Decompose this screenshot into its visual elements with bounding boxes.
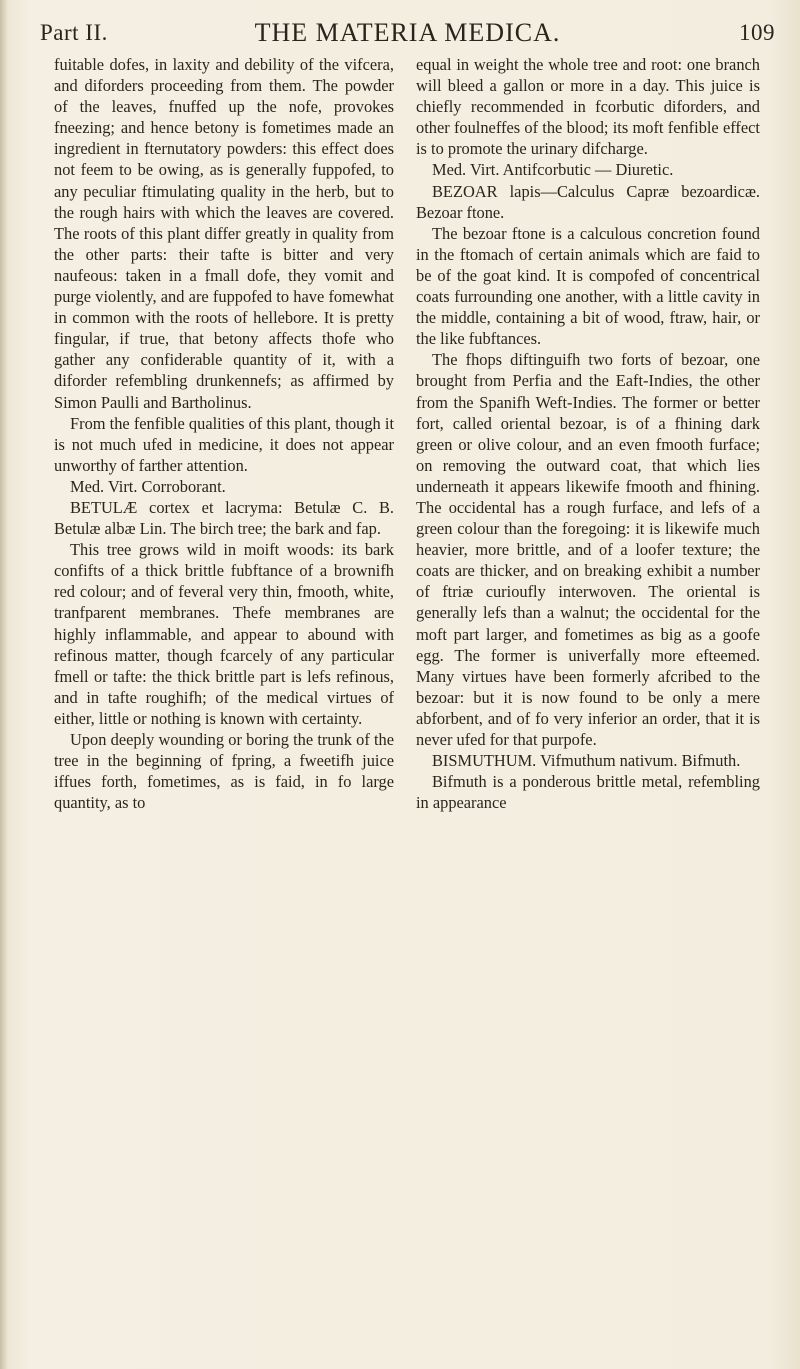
entry-head-bismuth: BISMUTHUM. Vifmuthum nativum. Bifmuth. — [432, 751, 741, 771]
paragraph-betula-sap: Upon deeply wounding or boring the trunk of the tree in the beginning of fpring, a fweetifh juice iffues forth, fometimes, as is faid, in fo large quantity, as to — [54, 730, 394, 813]
gutter-shadow — [0, 0, 8, 1369]
paragraph-betony-continued: fuitable dofes, in laxity and debility of the vifcera, and diforders proceeding from them. The powder of the leaves, fnuffed up the nofe, provokes fneezing; and hence betony is fometimes made an ingredient in fternutatory powders: this effect does not feem to be owing, as is generally fuppofed, to any peculiar ftimulating quality in the herb, but to the rough hairs with which the leaves are covered. The roots of this plant differ greatly in quality from the other parts: their tafte is bitter and very naufeous: taken in a fmall dofe, they vomit and purge violently, and are fuppofed to have fomewhat in common with the roots of hellebore. It is pretty fingular, if true, that betony affects thofe who gather any confiderable quantity of it, with a diforder refembling drunkennefs; as affirmed by Simon Paulli and Bartholinus. — [54, 55, 394, 412]
med-virt-betula: Med. Virt. Antifcorbutic — Diuretic. — [432, 160, 674, 180]
paragraph-sensible-qualities: From the fenfible qualities of this plant, though it is not much ufed in medicine, it does not appear unworthy of farther attention. — [54, 413, 394, 475]
entry-head-betula: BETULÆ cortex et lacryma: Betulæ C. B. Betulæ albæ Lin. The birch tree; the bark and fap. — [54, 497, 394, 539]
running-title: THE MATERIA MEDICA. — [254, 18, 561, 47]
page-number: 109 — [739, 20, 775, 45]
paragraph-betula-continued: equal in weight the whole tree and root: one branch will bleed a gallon or more in a day. This juice is chiefly recommended in fcorbutic diforders, and other foulneffes of the blood; its moft fenfible effect is to promote the urinary difcharge. — [416, 55, 760, 159]
paragraph-bezoar-description: The bezoar ftone is a calculous concretion found in the ftomach of certain animals which are faid to be of the goat kind. It is compofed of concentrical coats furrounding one another, with a little cavity in the middle, containing a bit of wood, ftraw, hair, or the like fubftances. — [416, 223, 760, 349]
right-column — [416, 54, 760, 813]
paragraph-bezoar-sorts: The fhops diftinguifh two forts of bezoar, one brought from Perfia and the Eaft-Indies, the other from the Spanifh Weft-Indies. The former or better fort, called oriental bezoar, is of a fhining dark green or olive colour, and an even fmooth furface; on removing the outward coat, that which lies underneath it appears likewife fmooth and fhining. The occidental has a rough furface, and lefs of a green colour than the foregoing: it is likewife much heavier, more brittle, and of a loofer texture; the coats are thicker, and on breaking exhibit a number of ftriæ curioufly interwoven. The oriental is generally lefs than a walnut; the occidental for the moft part larger, and fometimes as big as a goofe egg. The former is univerfally more efteemed. Many virtues have been formerly afcribed to the bezoar: but it is now found to be only a mere abforbent, and of fo very inferior an order, that it is never ufed for that purpofe. — [416, 350, 760, 749]
part-label: Part II. — [40, 20, 108, 45]
paragraph-bismuth-description: Bifmuth is a ponderous brittle metal, refembling in appearance — [416, 772, 760, 813]
entry-head-bezoar: BEZOAR lapis—Calculus Capræ bezoardicæ. Bezoar ftone. — [416, 181, 760, 222]
med-virt-betony: Med. Virt. Corroborant. — [70, 476, 226, 496]
paragraph-betula-description: This tree grows wild in moift woods: its bark confifts of a thick brittle fubftance of a brownifh red colour; and of feveral very thin, fmooth, white, tranfparent membranes. Thefe membranes are highly inflammable, and appear to abound with refinous matter, though fcarcely of any particular fmell or tafte: the thick brittle part is lefs refinous, and in tafte roughifh; of the medical virtues of either, little or nothing is known with certainty. — [54, 540, 394, 728]
left-column — [54, 54, 394, 813]
page-header — [40, 12, 775, 52]
